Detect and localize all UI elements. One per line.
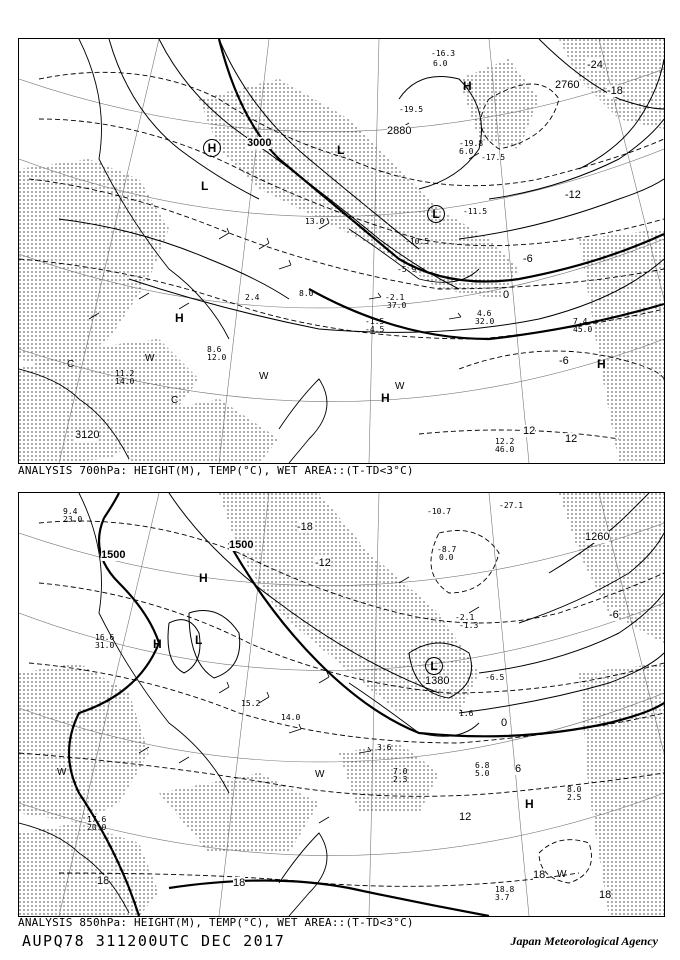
- station-value: -2.1: [385, 293, 405, 302]
- high-center: H: [199, 571, 208, 585]
- cold-marker: C: [67, 359, 75, 370]
- station-value: 2.5: [567, 793, 582, 802]
- isotherm-label: -12: [565, 189, 581, 201]
- isotherm-label: 18: [97, 875, 110, 887]
- high-center: H: [597, 357, 606, 371]
- station-value: -17.5: [481, 153, 506, 162]
- isotherm-label: -6: [609, 609, 619, 621]
- isotherm-label: -18: [297, 521, 313, 533]
- map-panel-850hpa: [18, 492, 665, 917]
- warm-marker: W: [259, 371, 269, 382]
- station-value: -8.7: [437, 545, 457, 554]
- station-value: -19.5: [399, 105, 424, 114]
- low-center: L: [337, 143, 345, 157]
- station-value: 1.6: [459, 709, 474, 718]
- station-value: 2.4: [245, 293, 260, 302]
- isotherm-label: 18: [533, 869, 546, 881]
- station-value: 45.0: [573, 325, 593, 334]
- station-value: 6.8: [475, 761, 490, 770]
- map-panel-700hpa: [18, 38, 665, 464]
- station-value: 2.3: [393, 775, 408, 784]
- station-value: 4.6: [477, 309, 492, 318]
- station-value: 15.2: [241, 699, 261, 708]
- station-value: 23.0: [63, 515, 83, 524]
- station-value: -1.3: [459, 621, 479, 630]
- low-center: L: [195, 633, 203, 647]
- station-value: -16.3: [431, 49, 456, 58]
- station-value: 9.4: [63, 507, 78, 516]
- station-value: 13.0: [305, 217, 325, 226]
- isotherm-label: -6: [559, 355, 569, 367]
- warm-marker: W: [57, 767, 67, 778]
- station-value: 18.8: [495, 885, 515, 894]
- wet-area-shading: [19, 39, 664, 463]
- isotherm-label: -12: [315, 557, 331, 569]
- cold-marker: C: [171, 395, 179, 406]
- station-value: 46.0: [495, 445, 515, 454]
- station-value: 20.0: [87, 823, 107, 832]
- station-value: 6.0: [433, 59, 448, 68]
- station-value: -6.5: [485, 673, 505, 682]
- station-value: -10.7: [427, 507, 452, 516]
- height-label: 2760: [555, 79, 580, 91]
- station-value: 8.0: [567, 785, 582, 794]
- isotherm-label: 12: [565, 433, 578, 445]
- height-label: 1380: [425, 675, 450, 687]
- low-center: L: [201, 179, 209, 193]
- low-center: L: [427, 205, 445, 223]
- station-value: 8.0: [299, 289, 314, 298]
- isotherm-label: 18: [599, 889, 612, 901]
- station-value: 32.0: [475, 317, 495, 326]
- station-value: -5.9: [397, 265, 417, 274]
- height-label: 1500: [229, 539, 254, 551]
- high-center: H: [153, 637, 162, 651]
- station-value: -10.5: [405, 237, 430, 246]
- height-label: 1500: [101, 549, 126, 561]
- station-value: 12.2: [495, 437, 515, 446]
- station-value: 8.6: [207, 345, 222, 354]
- high-center: H: [175, 311, 184, 325]
- station-value: 37.0: [387, 301, 407, 310]
- panel-caption-850hpa: ANALYSIS 850hPa: HEIGHT(M), TEMP(°C), WET AREA::(T-TD<3°C): [18, 916, 414, 929]
- high-center: H: [381, 391, 390, 405]
- high-center: H: [463, 79, 472, 93]
- isotherm-label: 12: [523, 425, 536, 437]
- warm-marker: W: [145, 353, 155, 364]
- station-value: 3.6: [377, 743, 392, 752]
- station-value: 7.4: [573, 317, 588, 326]
- isotherm-label: 12: [459, 811, 472, 823]
- station-value: -1.5: [365, 317, 385, 326]
- station-value: 14.0: [281, 713, 301, 722]
- isotherm-label: -24: [587, 59, 603, 71]
- agency-credit: Japan Meteorological Agency: [510, 934, 658, 948]
- isotherm-label: 0: [501, 717, 508, 729]
- height-label: 2880: [387, 125, 412, 137]
- height-label: 3120: [75, 429, 100, 441]
- station-value: 12.0: [207, 353, 227, 362]
- isotherm-label: -18: [607, 85, 623, 97]
- station-value: 5.0: [475, 769, 490, 778]
- station-value: -27.1: [499, 501, 524, 510]
- high-center: H: [203, 139, 221, 157]
- station-value: 7.0: [393, 767, 408, 776]
- station-value: 6.0: [459, 147, 474, 156]
- station-value: 14.0: [115, 377, 135, 386]
- map-700hpa-canvas: [19, 39, 664, 463]
- station-value: -4.5: [365, 325, 385, 334]
- warm-marker: W: [395, 381, 405, 392]
- isotherm-label: -6: [523, 253, 533, 265]
- station-value: 3.7: [495, 893, 510, 902]
- station-value: -2.1: [455, 613, 475, 622]
- isotherm-label: 18: [233, 877, 246, 889]
- low-center: L: [425, 657, 443, 675]
- isotherm-label: 0: [503, 289, 510, 301]
- station-value: 31.0: [95, 641, 115, 650]
- warm-marker: W: [315, 769, 325, 780]
- station-value: 17.6: [87, 815, 107, 824]
- station-value: -19.8: [459, 139, 484, 148]
- station-value: 16.6: [95, 633, 115, 642]
- station-value: -11.5: [463, 207, 488, 216]
- height-label: 3000: [247, 137, 272, 149]
- warm-marker: W: [557, 869, 567, 880]
- high-center: H: [525, 797, 534, 811]
- height-label: 1260: [585, 531, 610, 543]
- isotherm-label: 6: [515, 763, 522, 775]
- station-value: 0.0: [439, 553, 454, 562]
- station-value: 11.2: [115, 369, 135, 378]
- bulletin-header: AUPQ78 311200UTC DEC 2017: [22, 932, 286, 950]
- panel-caption-700hpa: ANALYSIS 700hPa: HEIGHT(M), TEMP(°C), WET AREA::(T-TD<3°C): [18, 464, 414, 477]
